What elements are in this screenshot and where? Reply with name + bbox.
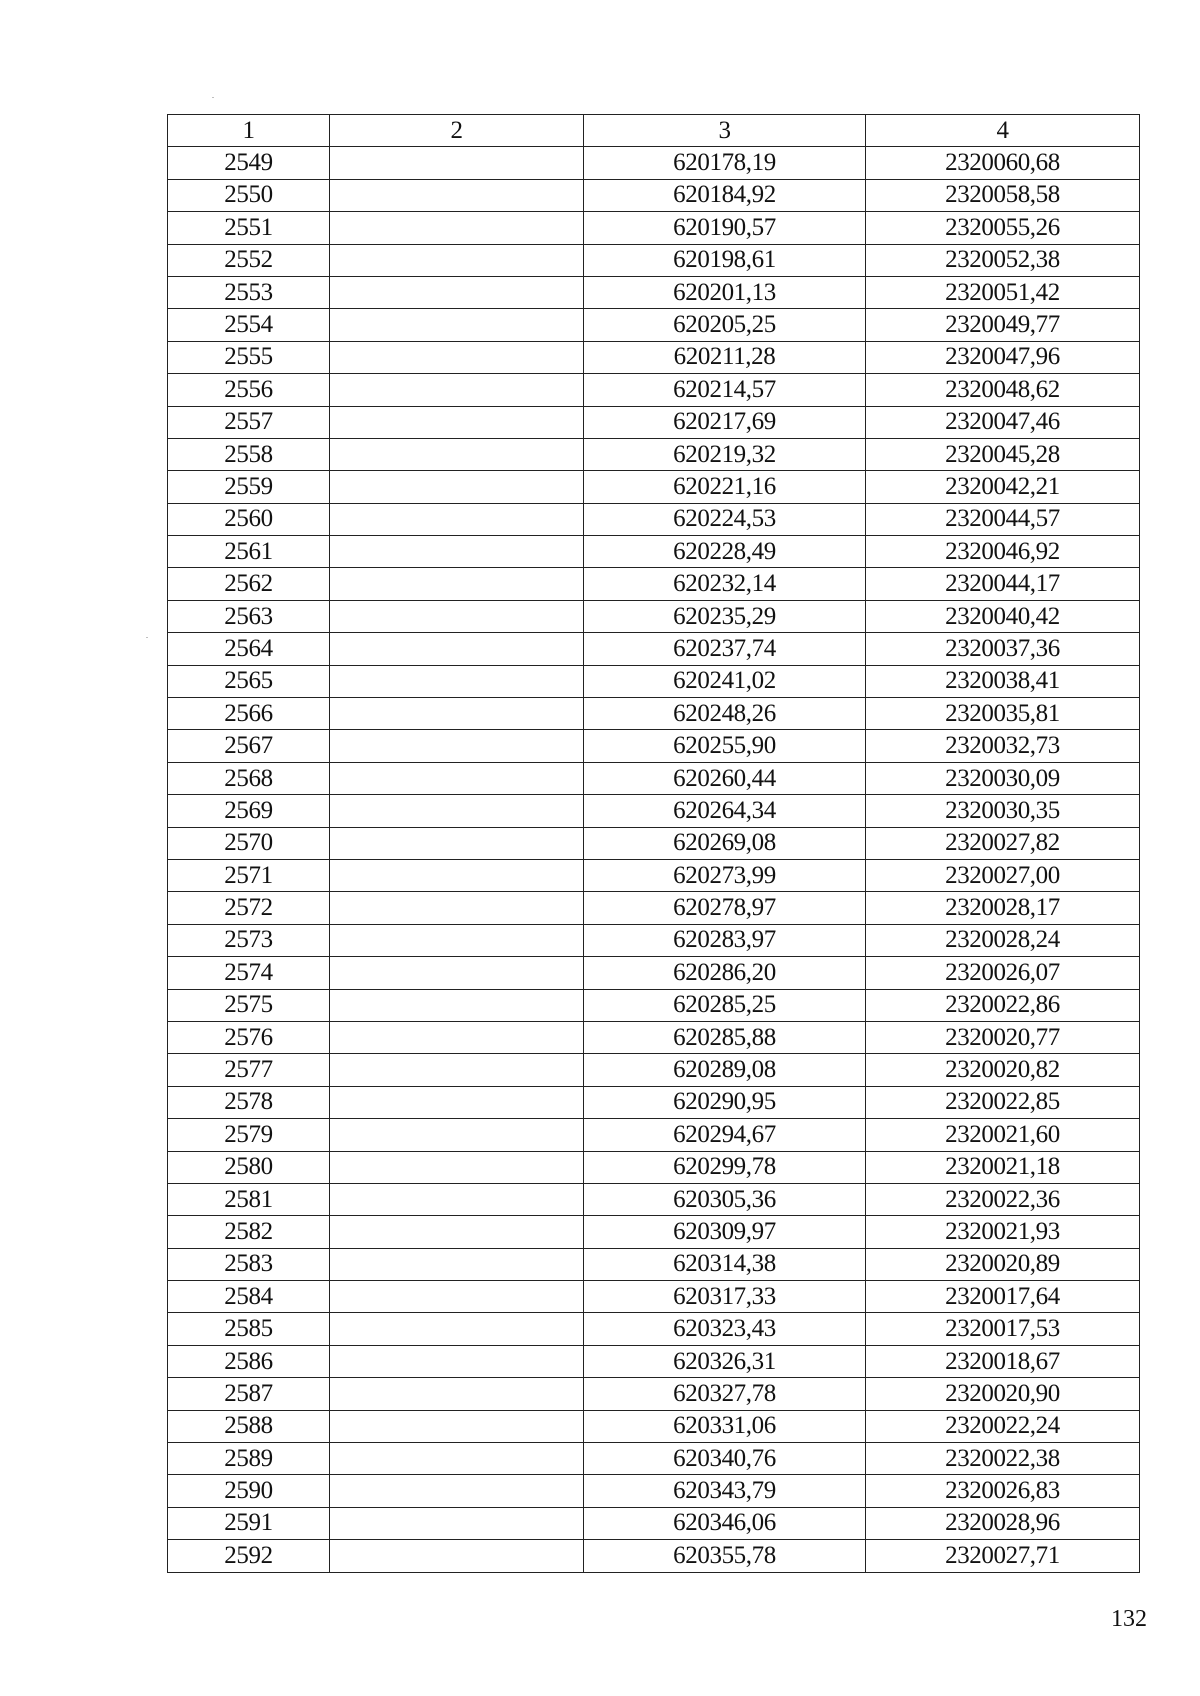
point-number-cell: 2558 bbox=[168, 438, 330, 470]
point-number-cell: 2561 bbox=[168, 536, 330, 568]
description-cell bbox=[330, 762, 584, 794]
x-coordinate-cell: 620299,78 bbox=[584, 1151, 866, 1183]
x-coordinate-cell: 620248,26 bbox=[584, 698, 866, 730]
table-row bbox=[168, 212, 1140, 244]
description-cell bbox=[330, 665, 584, 697]
point-number-cell: 2565 bbox=[168, 665, 330, 697]
y-coordinate-cell: 2320047,46 bbox=[866, 406, 1140, 438]
point-number-cell: 2550 bbox=[168, 179, 330, 211]
table-row bbox=[168, 1378, 1140, 1410]
point-number-cell: 2577 bbox=[168, 1054, 330, 1086]
y-coordinate-cell: 2320037,36 bbox=[866, 633, 1140, 665]
y-coordinate-cell: 2320020,77 bbox=[866, 1021, 1140, 1053]
x-coordinate-cell: 620355,78 bbox=[584, 1540, 866, 1572]
y-coordinate-cell: 2320046,92 bbox=[866, 536, 1140, 568]
point-number-cell: 2572 bbox=[168, 892, 330, 924]
description-cell bbox=[330, 503, 584, 535]
table-row bbox=[168, 1313, 1140, 1345]
description-cell bbox=[330, 536, 584, 568]
table-row bbox=[168, 471, 1140, 503]
x-coordinate-cell: 620326,31 bbox=[584, 1345, 866, 1377]
table-row bbox=[168, 1410, 1140, 1442]
description-cell bbox=[330, 859, 584, 891]
y-coordinate-cell: 2320022,38 bbox=[866, 1443, 1140, 1475]
description-cell bbox=[330, 471, 584, 503]
x-coordinate-cell: 620190,57 bbox=[584, 212, 866, 244]
description-cell bbox=[330, 1151, 584, 1183]
table-row bbox=[168, 536, 1140, 568]
table-row bbox=[168, 1183, 1140, 1215]
y-coordinate-cell: 2320047,96 bbox=[866, 341, 1140, 373]
x-coordinate-cell: 620264,34 bbox=[584, 795, 866, 827]
description-cell bbox=[330, 924, 584, 956]
description-cell bbox=[330, 1021, 584, 1053]
table-row bbox=[168, 309, 1140, 341]
y-coordinate-cell: 2320048,62 bbox=[866, 374, 1140, 406]
table-row bbox=[168, 1443, 1140, 1475]
point-number-cell: 2563 bbox=[168, 600, 330, 632]
y-coordinate-cell: 2320044,57 bbox=[866, 503, 1140, 535]
description-cell bbox=[330, 957, 584, 989]
point-number-cell: 2590 bbox=[168, 1475, 330, 1507]
x-coordinate-cell: 620214,57 bbox=[584, 374, 866, 406]
description-cell bbox=[330, 989, 584, 1021]
point-number-cell: 2574 bbox=[168, 957, 330, 989]
y-coordinate-cell: 2320027,00 bbox=[866, 859, 1140, 891]
description-cell bbox=[330, 1216, 584, 1248]
x-coordinate-cell: 620269,08 bbox=[584, 827, 866, 859]
table-row bbox=[168, 179, 1140, 211]
y-coordinate-cell: 2320044,17 bbox=[866, 568, 1140, 600]
point-number-cell: 2569 bbox=[168, 795, 330, 827]
description-cell bbox=[330, 1313, 584, 1345]
point-number-cell: 2567 bbox=[168, 730, 330, 762]
description-cell bbox=[330, 1183, 584, 1215]
table-row bbox=[168, 1281, 1140, 1313]
point-number-cell: 2583 bbox=[168, 1248, 330, 1280]
point-number-cell: 2579 bbox=[168, 1119, 330, 1151]
x-coordinate-cell: 620224,53 bbox=[584, 503, 866, 535]
x-coordinate-cell: 620285,88 bbox=[584, 1021, 866, 1053]
table-row bbox=[168, 374, 1140, 406]
point-number-cell: 2555 bbox=[168, 341, 330, 373]
x-coordinate-cell: 620237,74 bbox=[584, 633, 866, 665]
point-number-cell: 2575 bbox=[168, 989, 330, 1021]
table-row bbox=[168, 924, 1140, 956]
description-cell bbox=[330, 827, 584, 859]
y-coordinate-cell: 2320020,82 bbox=[866, 1054, 1140, 1086]
x-coordinate-cell: 620340,76 bbox=[584, 1443, 866, 1475]
description-cell bbox=[330, 892, 584, 924]
x-coordinate-cell: 620331,06 bbox=[584, 1410, 866, 1442]
description-cell bbox=[330, 1507, 584, 1539]
point-number-cell: 2573 bbox=[168, 924, 330, 956]
description-cell bbox=[330, 1086, 584, 1118]
y-coordinate-cell: 2320049,77 bbox=[866, 309, 1140, 341]
y-coordinate-cell: 2320022,36 bbox=[866, 1183, 1140, 1215]
table-row bbox=[168, 827, 1140, 859]
point-number-cell: 2557 bbox=[168, 406, 330, 438]
x-coordinate-cell: 620201,13 bbox=[584, 276, 866, 308]
point-number-cell: 2553 bbox=[168, 276, 330, 308]
description-cell bbox=[330, 179, 584, 211]
y-coordinate-cell: 2320038,41 bbox=[866, 665, 1140, 697]
x-coordinate-cell: 620305,36 bbox=[584, 1183, 866, 1215]
y-coordinate-cell: 2320020,89 bbox=[866, 1248, 1140, 1280]
header-cell-1: 1 bbox=[168, 115, 330, 147]
table-row bbox=[168, 1540, 1140, 1572]
point-number-cell: 2576 bbox=[168, 1021, 330, 1053]
point-number-cell: 2584 bbox=[168, 1281, 330, 1313]
table-row bbox=[168, 568, 1140, 600]
description-cell bbox=[330, 438, 584, 470]
description-cell bbox=[330, 795, 584, 827]
y-coordinate-cell: 2320030,35 bbox=[866, 795, 1140, 827]
y-coordinate-cell: 2320022,86 bbox=[866, 989, 1140, 1021]
y-coordinate-cell: 2320026,83 bbox=[866, 1475, 1140, 1507]
y-coordinate-cell: 2320020,90 bbox=[866, 1378, 1140, 1410]
y-coordinate-cell: 2320045,28 bbox=[866, 438, 1140, 470]
x-coordinate-cell: 620346,06 bbox=[584, 1507, 866, 1539]
x-coordinate-cell: 620228,49 bbox=[584, 536, 866, 568]
point-number-cell: 2566 bbox=[168, 698, 330, 730]
x-coordinate-cell: 620283,97 bbox=[584, 924, 866, 956]
point-number-cell: 2588 bbox=[168, 1410, 330, 1442]
x-coordinate-cell: 620184,92 bbox=[584, 179, 866, 211]
point-number-cell: 2571 bbox=[168, 859, 330, 891]
description-cell bbox=[330, 374, 584, 406]
table-row bbox=[168, 1054, 1140, 1086]
description-cell bbox=[330, 1281, 584, 1313]
x-coordinate-cell: 620294,67 bbox=[584, 1119, 866, 1151]
description-cell bbox=[330, 1248, 584, 1280]
description-cell bbox=[330, 1540, 584, 1572]
y-coordinate-cell: 2320028,96 bbox=[866, 1507, 1140, 1539]
table-row bbox=[168, 795, 1140, 827]
description-cell bbox=[330, 568, 584, 600]
x-coordinate-cell: 620219,32 bbox=[584, 438, 866, 470]
x-coordinate-cell: 620221,16 bbox=[584, 471, 866, 503]
table-row bbox=[168, 276, 1140, 308]
description-cell bbox=[330, 1378, 584, 1410]
y-coordinate-cell: 2320028,17 bbox=[866, 892, 1140, 924]
x-coordinate-cell: 620205,25 bbox=[584, 309, 866, 341]
y-coordinate-cell: 2320021,18 bbox=[866, 1151, 1140, 1183]
description-cell bbox=[330, 212, 584, 244]
table-row bbox=[168, 1248, 1140, 1280]
point-number-cell: 2578 bbox=[168, 1086, 330, 1118]
x-coordinate-cell: 620285,25 bbox=[584, 989, 866, 1021]
table-row bbox=[168, 1345, 1140, 1377]
x-coordinate-cell: 620289,08 bbox=[584, 1054, 866, 1086]
point-number-cell: 2591 bbox=[168, 1507, 330, 1539]
y-coordinate-cell: 2320018,67 bbox=[866, 1345, 1140, 1377]
table-row bbox=[168, 406, 1140, 438]
point-number-cell: 2552 bbox=[168, 244, 330, 276]
table-row bbox=[168, 957, 1140, 989]
y-coordinate-cell: 2320052,38 bbox=[866, 244, 1140, 276]
table-row bbox=[168, 989, 1140, 1021]
table-row bbox=[168, 438, 1140, 470]
y-coordinate-cell: 2320026,07 bbox=[866, 957, 1140, 989]
table-row bbox=[168, 633, 1140, 665]
table-row bbox=[168, 1507, 1140, 1539]
table-row bbox=[168, 503, 1140, 535]
table-header-row bbox=[168, 115, 1140, 147]
point-number-cell: 2587 bbox=[168, 1378, 330, 1410]
y-coordinate-cell: 2320042,21 bbox=[866, 471, 1140, 503]
table-row bbox=[168, 892, 1140, 924]
x-coordinate-cell: 620211,28 bbox=[584, 341, 866, 373]
description-cell bbox=[330, 341, 584, 373]
table-row bbox=[168, 859, 1140, 891]
point-number-cell: 2568 bbox=[168, 762, 330, 794]
x-coordinate-cell: 620309,97 bbox=[584, 1216, 866, 1248]
y-coordinate-cell: 2320055,26 bbox=[866, 212, 1140, 244]
description-cell bbox=[330, 406, 584, 438]
y-coordinate-cell: 2320030,09 bbox=[866, 762, 1140, 794]
point-number-cell: 2564 bbox=[168, 633, 330, 665]
point-number-cell: 2559 bbox=[168, 471, 330, 503]
table-row bbox=[168, 698, 1140, 730]
point-number-cell: 2586 bbox=[168, 1345, 330, 1377]
x-coordinate-cell: 620232,14 bbox=[584, 568, 866, 600]
point-number-cell: 2560 bbox=[168, 503, 330, 535]
table-row bbox=[168, 1021, 1140, 1053]
y-coordinate-cell: 2320017,53 bbox=[866, 1313, 1140, 1345]
table-row bbox=[168, 147, 1140, 179]
x-coordinate-cell: 620260,44 bbox=[584, 762, 866, 794]
x-coordinate-cell: 620323,43 bbox=[584, 1313, 866, 1345]
table-row bbox=[168, 730, 1140, 762]
table-row bbox=[168, 341, 1140, 373]
x-coordinate-cell: 620241,02 bbox=[584, 665, 866, 697]
x-coordinate-cell: 620327,78 bbox=[584, 1378, 866, 1410]
point-number-cell: 2580 bbox=[168, 1151, 330, 1183]
description-cell bbox=[330, 600, 584, 632]
description-cell bbox=[330, 244, 584, 276]
y-coordinate-cell: 2320022,85 bbox=[866, 1086, 1140, 1118]
y-coordinate-cell: 2320027,71 bbox=[866, 1540, 1140, 1572]
description-cell bbox=[330, 698, 584, 730]
point-number-cell: 2582 bbox=[168, 1216, 330, 1248]
point-number-cell: 2554 bbox=[168, 309, 330, 341]
coordinates-table bbox=[167, 114, 1140, 1573]
point-number-cell: 2589 bbox=[168, 1443, 330, 1475]
table-row bbox=[168, 1086, 1140, 1118]
description-cell bbox=[330, 730, 584, 762]
point-number-cell: 2551 bbox=[168, 212, 330, 244]
y-coordinate-cell: 2320035,81 bbox=[866, 698, 1140, 730]
y-coordinate-cell: 2320051,42 bbox=[866, 276, 1140, 308]
table-row bbox=[168, 1216, 1140, 1248]
scan-speck bbox=[212, 97, 214, 98]
x-coordinate-cell: 620343,79 bbox=[584, 1475, 866, 1507]
table-row bbox=[168, 1151, 1140, 1183]
x-coordinate-cell: 620317,33 bbox=[584, 1281, 866, 1313]
point-number-cell: 2570 bbox=[168, 827, 330, 859]
header-cell-4: 4 bbox=[866, 115, 1140, 147]
x-coordinate-cell: 620198,61 bbox=[584, 244, 866, 276]
description-cell bbox=[330, 1475, 584, 1507]
point-number-cell: 2592 bbox=[168, 1540, 330, 1572]
description-cell bbox=[330, 309, 584, 341]
point-number-cell: 2585 bbox=[168, 1313, 330, 1345]
y-coordinate-cell: 2320058,58 bbox=[866, 179, 1140, 211]
description-cell bbox=[330, 1410, 584, 1442]
x-coordinate-cell: 620314,38 bbox=[584, 1248, 866, 1280]
y-coordinate-cell: 2320028,24 bbox=[866, 924, 1140, 956]
table-row bbox=[168, 665, 1140, 697]
description-cell bbox=[330, 276, 584, 308]
scan-speck bbox=[146, 637, 148, 638]
x-coordinate-cell: 620286,20 bbox=[584, 957, 866, 989]
header-cell-3: 3 bbox=[584, 115, 866, 147]
table-body bbox=[168, 115, 1140, 1573]
description-cell bbox=[330, 1345, 584, 1377]
header-cell-2: 2 bbox=[330, 115, 584, 147]
point-number-cell: 2581 bbox=[168, 1183, 330, 1215]
y-coordinate-cell: 2320021,93 bbox=[866, 1216, 1140, 1248]
y-coordinate-cell: 2320021,60 bbox=[866, 1119, 1140, 1151]
x-coordinate-cell: 620178,19 bbox=[584, 147, 866, 179]
description-cell bbox=[330, 1054, 584, 1086]
x-coordinate-cell: 620255,90 bbox=[584, 730, 866, 762]
x-coordinate-cell: 620217,69 bbox=[584, 406, 866, 438]
description-cell bbox=[330, 1443, 584, 1475]
y-coordinate-cell: 2320032,73 bbox=[866, 730, 1140, 762]
y-coordinate-cell: 2320027,82 bbox=[866, 827, 1140, 859]
description-cell bbox=[330, 633, 584, 665]
point-number-cell: 2562 bbox=[168, 568, 330, 600]
table-row bbox=[168, 244, 1140, 276]
point-number-cell: 2549 bbox=[168, 147, 330, 179]
y-coordinate-cell: 2320017,64 bbox=[866, 1281, 1140, 1313]
table-row bbox=[168, 1475, 1140, 1507]
point-number-cell: 2556 bbox=[168, 374, 330, 406]
description-cell bbox=[330, 1119, 584, 1151]
x-coordinate-cell: 620273,99 bbox=[584, 859, 866, 891]
x-coordinate-cell: 620278,97 bbox=[584, 892, 866, 924]
description-cell bbox=[330, 147, 584, 179]
y-coordinate-cell: 2320022,24 bbox=[866, 1410, 1140, 1442]
y-coordinate-cell: 2320060,68 bbox=[866, 147, 1140, 179]
x-coordinate-cell: 620290,95 bbox=[584, 1086, 866, 1118]
page-number: 132 bbox=[1111, 1606, 1147, 1632]
table-row bbox=[168, 762, 1140, 794]
x-coordinate-cell: 620235,29 bbox=[584, 600, 866, 632]
table-row bbox=[168, 1119, 1140, 1151]
y-coordinate-cell: 2320040,42 bbox=[866, 600, 1140, 632]
table-row bbox=[168, 600, 1140, 632]
